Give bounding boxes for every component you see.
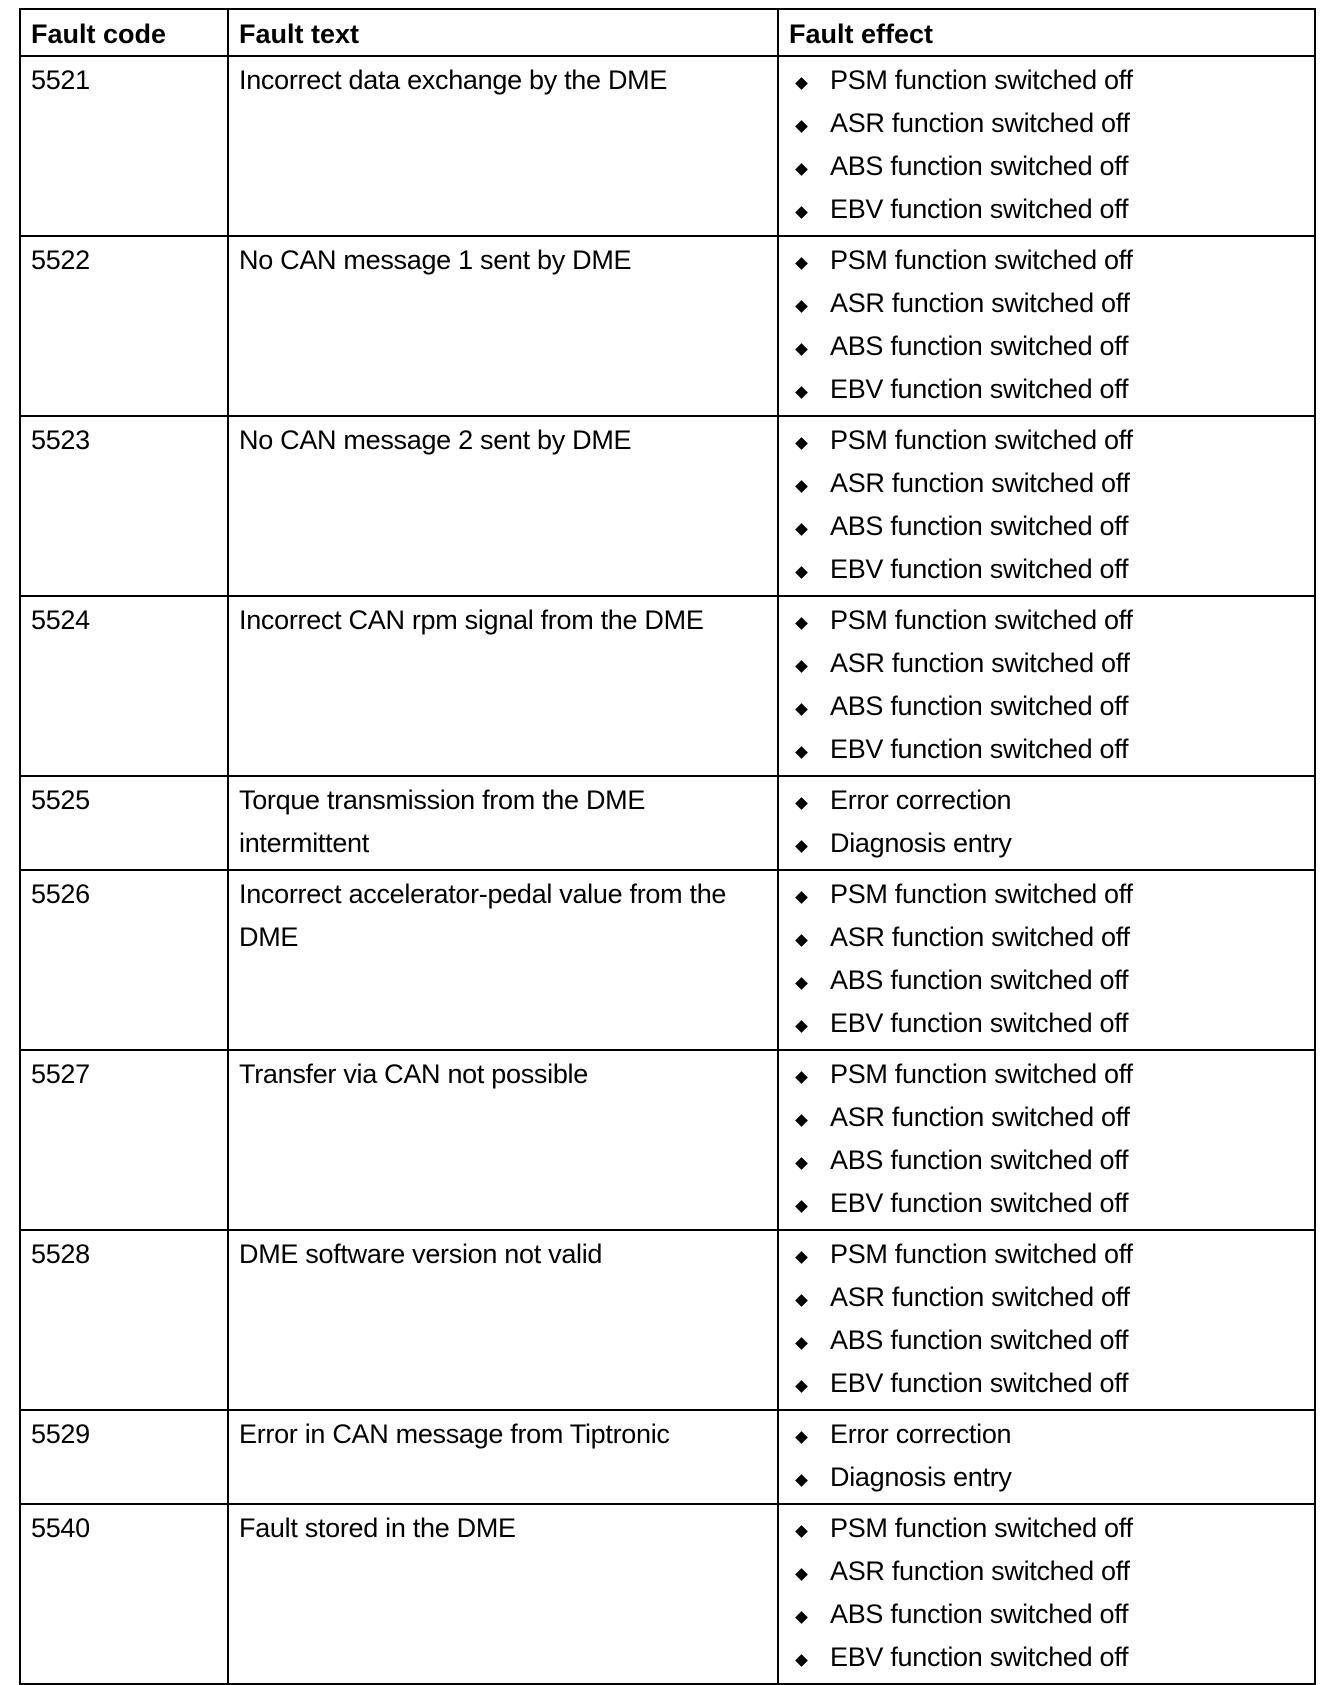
fault-effect-text: EBV function switched off [830, 194, 1129, 224]
fault-effect-text: EBV function switched off [830, 734, 1129, 764]
fault-effect-cell [778, 416, 1315, 596]
fault-effect-text: PSM function switched off [830, 245, 1133, 275]
diamond-bullet-icon [795, 1525, 808, 1538]
fault-effect-item [793, 145, 1314, 188]
diamond-bullet-icon [795, 523, 808, 536]
table-body [20, 56, 1315, 1684]
fault-effect-list [793, 873, 1314, 1045]
fault-effect-item [793, 1139, 1314, 1182]
fault-code-cell: 5529 [20, 1410, 228, 1504]
fault-effect-cell [778, 56, 1315, 236]
diamond-bullet-icon [795, 77, 808, 90]
fault-effect-cell [778, 776, 1315, 870]
fault-effect-item [793, 1456, 1314, 1499]
fault-code-cell: 5527 [20, 1050, 228, 1230]
fault-text-cell: Incorrect CAN rpm signal from the DME [228, 596, 778, 776]
header-fault-code: Fault code [20, 9, 228, 56]
diamond-bullet-icon [795, 840, 808, 853]
fault-effect-text: PSM function switched off [830, 1239, 1133, 1269]
diamond-bullet-icon [795, 1337, 808, 1350]
fault-effect-list [793, 419, 1314, 591]
fault-effect-list [793, 599, 1314, 771]
fault-effect-item [793, 1276, 1314, 1319]
fault-effect-list [793, 59, 1314, 231]
fault-effect-item [793, 1182, 1314, 1225]
table-row [20, 776, 1315, 870]
fault-effect-item [793, 959, 1314, 1002]
fault-effect-text: PSM function switched off [830, 425, 1133, 455]
fault-effect-text: EBV function switched off [830, 374, 1129, 404]
fault-effect-text: ABS function switched off [830, 511, 1129, 541]
diamond-bullet-icon [795, 797, 808, 810]
fault-text-cell: Fault stored in the DME [228, 1504, 778, 1684]
fault-effect-list [793, 1233, 1314, 1405]
fault-effect-text: ASR function switched off [830, 288, 1130, 318]
fault-code-cell: 5524 [20, 596, 228, 776]
fault-text-cell: No CAN message 1 sent by DME [228, 236, 778, 416]
fault-effect-text: EBV function switched off [830, 1642, 1129, 1672]
diamond-bullet-icon [795, 977, 808, 990]
fault-effect-item [793, 188, 1314, 231]
diamond-bullet-icon [795, 1157, 808, 1170]
fault-effect-item [793, 822, 1314, 865]
diamond-bullet-icon [795, 1200, 808, 1213]
table-row [20, 1410, 1315, 1504]
fault-code-cell: 5526 [20, 870, 228, 1050]
fault-effect-text: EBV function switched off [830, 1368, 1129, 1398]
diamond-bullet-icon [795, 934, 808, 947]
fault-text-cell: Error in CAN message from Tiptronic [228, 1410, 778, 1504]
fault-effect-item [793, 1362, 1314, 1405]
fault-effect-item [793, 419, 1314, 462]
fault-text-cell: Incorrect data exchange by the DME [228, 56, 778, 236]
fault-effect-item [793, 505, 1314, 548]
table-header [20, 9, 1315, 56]
diamond-bullet-icon [795, 891, 808, 904]
fault-effect-item [793, 779, 1314, 822]
fault-effect-text: PSM function switched off [830, 65, 1133, 95]
header-fault-text: Fault text [228, 9, 778, 56]
diamond-bullet-icon [795, 660, 808, 673]
diamond-bullet-icon [795, 120, 808, 133]
fault-effect-item [793, 282, 1314, 325]
fault-effect-text: ASR function switched off [830, 468, 1130, 498]
fault-effect-cell [778, 236, 1315, 416]
fault-effect-item [793, 1550, 1314, 1593]
fault-effect-item [793, 1593, 1314, 1636]
fault-text-cell: Torque transmission from the DME intermittent [228, 776, 778, 870]
fault-effect-text: ASR function switched off [830, 1282, 1130, 1312]
fault-effect-item [793, 1507, 1314, 1550]
diamond-bullet-icon [795, 703, 808, 716]
fault-effect-text: Error correction [830, 1419, 1012, 1449]
fault-effect-text: ASR function switched off [830, 648, 1130, 678]
fault-code-cell: 5528 [20, 1230, 228, 1410]
fault-effect-item [793, 239, 1314, 282]
fault-effect-text: ASR function switched off [830, 922, 1130, 952]
fault-effect-item [793, 599, 1314, 642]
diamond-bullet-icon [795, 257, 808, 270]
fault-effect-text: PSM function switched off [830, 879, 1133, 909]
fault-effect-cell [778, 1230, 1315, 1410]
fault-effect-item [793, 102, 1314, 145]
fault-effect-item [793, 59, 1314, 102]
fault-effect-list [793, 1413, 1314, 1499]
fault-effect-list [793, 779, 1314, 865]
fault-effect-item [793, 325, 1314, 368]
table-row [20, 1504, 1315, 1684]
fault-effect-text: Diagnosis entry [830, 828, 1012, 858]
fault-effect-item [793, 1002, 1314, 1045]
fault-effect-list [793, 239, 1314, 411]
fault-effect-cell [778, 1410, 1315, 1504]
fault-effect-text: ABS function switched off [830, 1145, 1129, 1175]
fault-effect-text: ABS function switched off [830, 1325, 1129, 1355]
fault-effect-text: ABS function switched off [830, 965, 1129, 995]
fault-effect-cell [778, 870, 1315, 1050]
fault-effect-text: ABS function switched off [830, 1599, 1129, 1629]
fault-effect-item [793, 728, 1314, 771]
fault-effect-item [793, 1319, 1314, 1362]
fault-effect-cell [778, 596, 1315, 776]
table-row [20, 416, 1315, 596]
fault-code-cell: 5523 [20, 416, 228, 596]
fault-effect-text: ASR function switched off [830, 1556, 1130, 1586]
table-row [20, 1050, 1315, 1230]
fault-effect-item [793, 1413, 1314, 1456]
fault-effect-cell [778, 1504, 1315, 1684]
fault-effect-list [793, 1053, 1314, 1225]
fault-code-table [19, 8, 1316, 1685]
fault-effect-text: EBV function switched off [830, 554, 1129, 584]
fault-effect-text: PSM function switched off [830, 1059, 1133, 1089]
header-row [20, 9, 1315, 56]
fault-text-cell: DME software version not valid [228, 1230, 778, 1410]
fault-effect-text: EBV function switched off [830, 1188, 1129, 1218]
fault-effect-item [793, 462, 1314, 505]
fault-effect-item [793, 685, 1314, 728]
fault-text-cell: Incorrect accelerator-pedal value from the DME [228, 870, 778, 1050]
fault-code-cell: 5540 [20, 1504, 228, 1684]
diamond-bullet-icon [795, 1251, 808, 1264]
fault-effect-text: PSM function switched off [830, 1513, 1133, 1543]
diamond-bullet-icon [795, 617, 808, 630]
diamond-bullet-icon [795, 746, 808, 759]
table-row [20, 1230, 1315, 1410]
header-fault-effect: Fault effect [778, 9, 1315, 56]
diamond-bullet-icon [795, 1071, 808, 1084]
fault-code-cell: 5521 [20, 56, 228, 236]
fault-effect-item [793, 548, 1314, 591]
fault-effect-text: ABS function switched off [830, 151, 1129, 181]
diamond-bullet-icon [795, 300, 808, 313]
fault-effect-text: ABS function switched off [830, 331, 1129, 361]
diamond-bullet-icon [795, 1380, 808, 1393]
fault-text-cell: Transfer via CAN not possible [228, 1050, 778, 1230]
fault-effect-item [793, 1096, 1314, 1139]
fault-code-cell: 5525 [20, 776, 228, 870]
fault-effect-text: ASR function switched off [830, 1102, 1130, 1132]
fault-effect-text: Diagnosis entry [830, 1462, 1012, 1492]
table-row [20, 596, 1315, 776]
diamond-bullet-icon [795, 163, 808, 176]
table-row [20, 56, 1315, 236]
diamond-bullet-icon [795, 386, 808, 399]
fault-effect-text: EBV function switched off [830, 1008, 1129, 1038]
fault-effect-item [793, 368, 1314, 411]
diamond-bullet-icon [795, 1431, 808, 1444]
fault-effect-cell [778, 1050, 1315, 1230]
fault-effect-text: PSM function switched off [830, 605, 1133, 635]
fault-text-cell: No CAN message 2 sent by DME [228, 416, 778, 596]
diamond-bullet-icon [795, 1568, 808, 1581]
table-row [20, 870, 1315, 1050]
fault-effect-text: Error correction [830, 785, 1012, 815]
fault-effect-item [793, 642, 1314, 685]
diamond-bullet-icon [795, 206, 808, 219]
diamond-bullet-icon [795, 1611, 808, 1624]
diamond-bullet-icon [795, 566, 808, 579]
diamond-bullet-icon [795, 343, 808, 356]
diamond-bullet-icon [795, 437, 808, 450]
fault-effect-list [793, 1507, 1314, 1679]
table-row [20, 236, 1315, 416]
diamond-bullet-icon [795, 1114, 808, 1127]
fault-effect-text: ABS function switched off [830, 691, 1129, 721]
diamond-bullet-icon [795, 1474, 808, 1487]
fault-effect-item [793, 1233, 1314, 1276]
diamond-bullet-icon [795, 1654, 808, 1667]
fault-effect-item [793, 916, 1314, 959]
fault-effect-item [793, 1053, 1314, 1096]
diamond-bullet-icon [795, 1294, 808, 1307]
diamond-bullet-icon [795, 1020, 808, 1033]
fault-code-cell: 5522 [20, 236, 228, 416]
fault-effect-item [793, 873, 1314, 916]
diamond-bullet-icon [795, 480, 808, 493]
fault-effect-text: ASR function switched off [830, 108, 1130, 138]
